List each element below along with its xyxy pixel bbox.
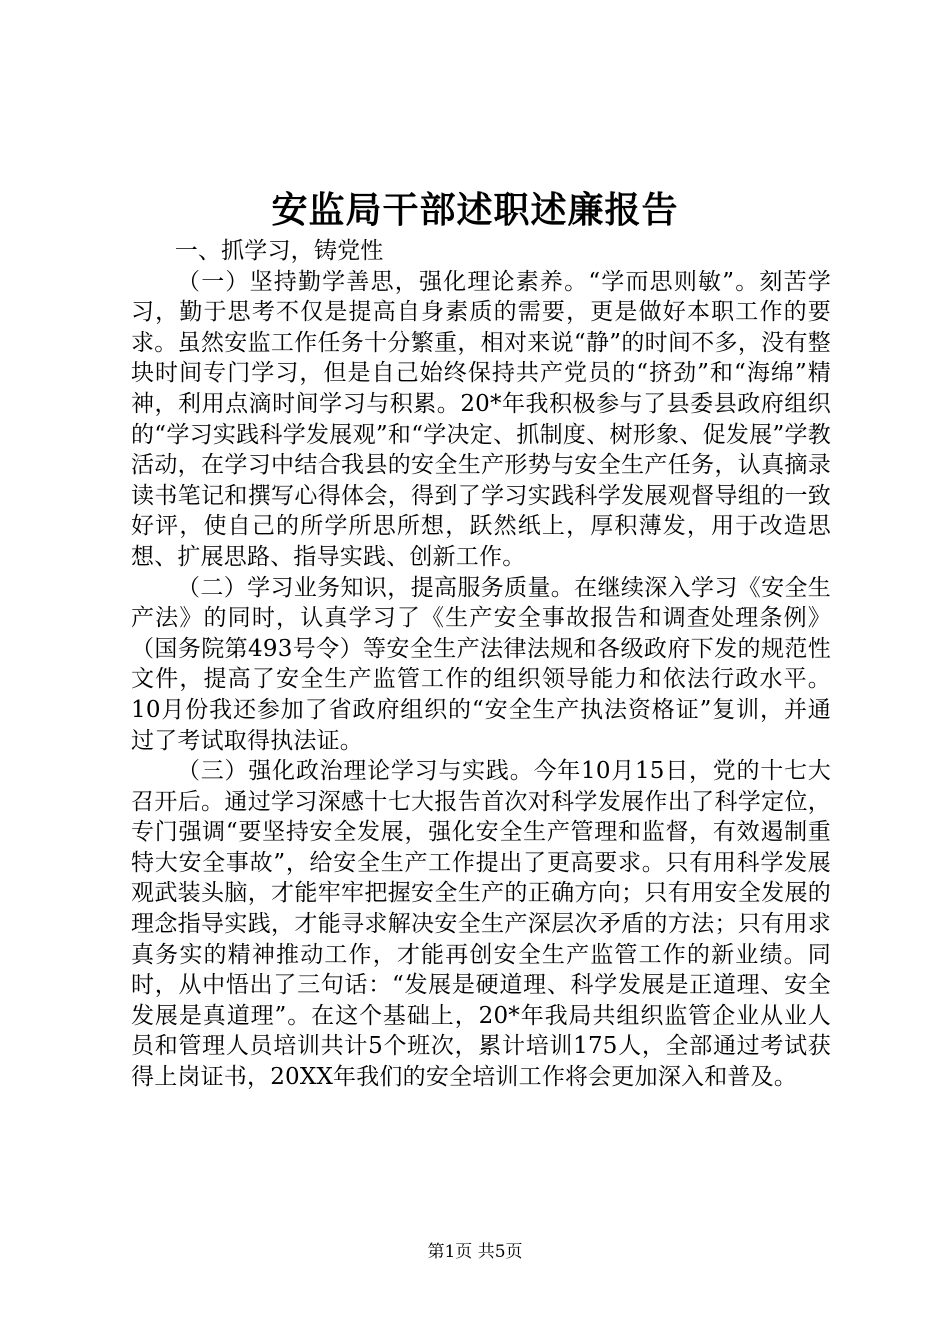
paragraph: （一）坚持勤学善思，强化理论素养。“学而思则敏”。刻苦学习，勤于思考不仅是提高自身素质的需要，更是做好本职工作的要求。虽然安监工作任务十分繁重，相对来说“静”的时间不多，没有整块时间专门学习，但是自己始终保持共产党员的“挤劲”和“海绵”精神，利用点滴时间学习与积累。20*年我积极参与了县委县政府组织的“学习实践科学发展观”和“学决定、抓制度、树形象、促发展”学教活动，在学习中结合我县的安全生产形势与安全生产任务，认真摘录读书笔记和撰写心得体会，得到了学习实践科学发展观督导组的一致好评，使自己的所学所思所想，跃然纸上，厚积薄发，用于改造思想、扩展思路、指导实践、创新工作。 [131, 268, 831, 570]
document-title: 安监局干部述职述廉报告 [271, 189, 679, 231]
section-heading: 一、抓学习，铸党性 [174, 238, 384, 264]
paragraph: （二）学习业务知识，提高服务质量。在继续深入学习《安全生产法》的同时，认真学习了《生产安全事故报告和调查处理条例》（国务院第493号令）等安全生产法律法规和各级政府下发的规范性文件，提高了安全生产监管工作的组织领导能力和依法行政水平。10月份我还参加了省政府组织的“安全生产执法资格证”复训，并通过了考试取得执法证。 [131, 574, 831, 754]
page-number-footer: 第1页 共5页 [427, 1242, 523, 1262]
document-body [131, 236, 831, 1093]
paragraph: （三）强化政治理论学习与实践。今年10月15日，党的十七大召开后。通过学习深感十七大报告首次对科学发展作出了科学定位，专门强调“要坚持安全发展，强化安全生产管理和监督，有效遏制重特大安全事故”，给安全生产工作提出了更高要求。只有用科学发展观武装头脑，才能牢牢把握安全生产的正确方向；只有用安全发展的理念指导实践，才能寻求解决安全生产深层次矛盾的方法；只有用求真务实的精神推动工作，才能再创安全生产监管工作的新业绩。同时，从中悟出了三句话：“发展是硬道理、科学发展是正道理、安全发展是真道理”。在这个基础上，20*年我局共组织监管企业从业人员和管理人员培训共计5个班次，累计培训175人，全部通过考试获得上岗证书，20XX年我们的安全培训工作将会更加深入和普及。 [131, 758, 831, 1091]
